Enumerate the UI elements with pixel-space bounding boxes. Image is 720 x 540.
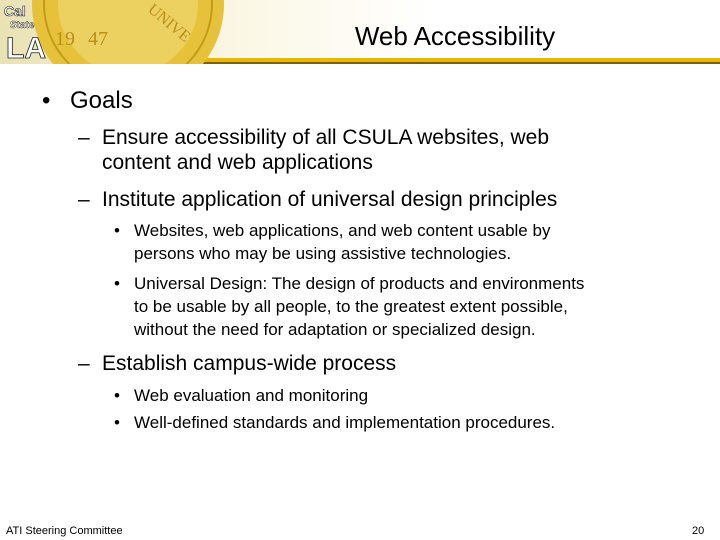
seal-text: UNIVE (144, 0, 194, 46)
goals-heading: Goals (70, 87, 133, 114)
item-2-sub-1-line-1: Websites, web applications, and web content usable by (134, 221, 551, 240)
university-seal-logo (0, 0, 250, 64)
item-2-line-1: Institute application of universal design principles (102, 188, 558, 211)
item-1-line-1: Ensure accessibility of all CSULA websites, web (102, 126, 550, 149)
item-2-sub-2-bullet: • (114, 274, 120, 293)
item-3-sub-2-bullet: • (114, 413, 120, 432)
slide-title: Web Accessibility (354, 21, 556, 51)
item-2-sub-1-bullet: • (114, 221, 120, 240)
item-1-dash: – (78, 126, 90, 149)
seal-year-left: 19 (55, 28, 75, 50)
item-3-sub-1-line-1: Web evaluation and monitoring (134, 386, 369, 405)
seal-year-right: 47 (88, 28, 108, 50)
item-3-sub-2-line-1: Well-defined standards and implementation procedures. (134, 413, 556, 432)
item-2-sub-2-line-3: without the need for adaptation or specialized design. (134, 320, 536, 339)
item-3-dash: – (78, 352, 90, 375)
logo-text-state: State (10, 20, 35, 31)
item-2-sub-2-line-2: to be usable by all people, to the greatest extent possible, (134, 297, 568, 316)
goals-bullet: • (42, 87, 51, 114)
item-2-sub-1-line-2: persons who may be using assistive technologies. (134, 244, 512, 263)
page-number: 20 (692, 525, 705, 537)
item-3-sub-1-bullet: • (114, 386, 120, 405)
logo-text-cal: Cal (4, 3, 26, 19)
item-1-line-2: content and web applications (102, 151, 373, 174)
item-2-sub-2-line-1: Universal Design: The design of products and environments (134, 274, 585, 293)
logo-text-la: LA (6, 32, 46, 64)
item-3-line-1: Establish campus-wide process (102, 352, 397, 375)
item-2-dash: – (78, 188, 90, 211)
footer-left-text: ATI Steering Committee (6, 525, 123, 537)
